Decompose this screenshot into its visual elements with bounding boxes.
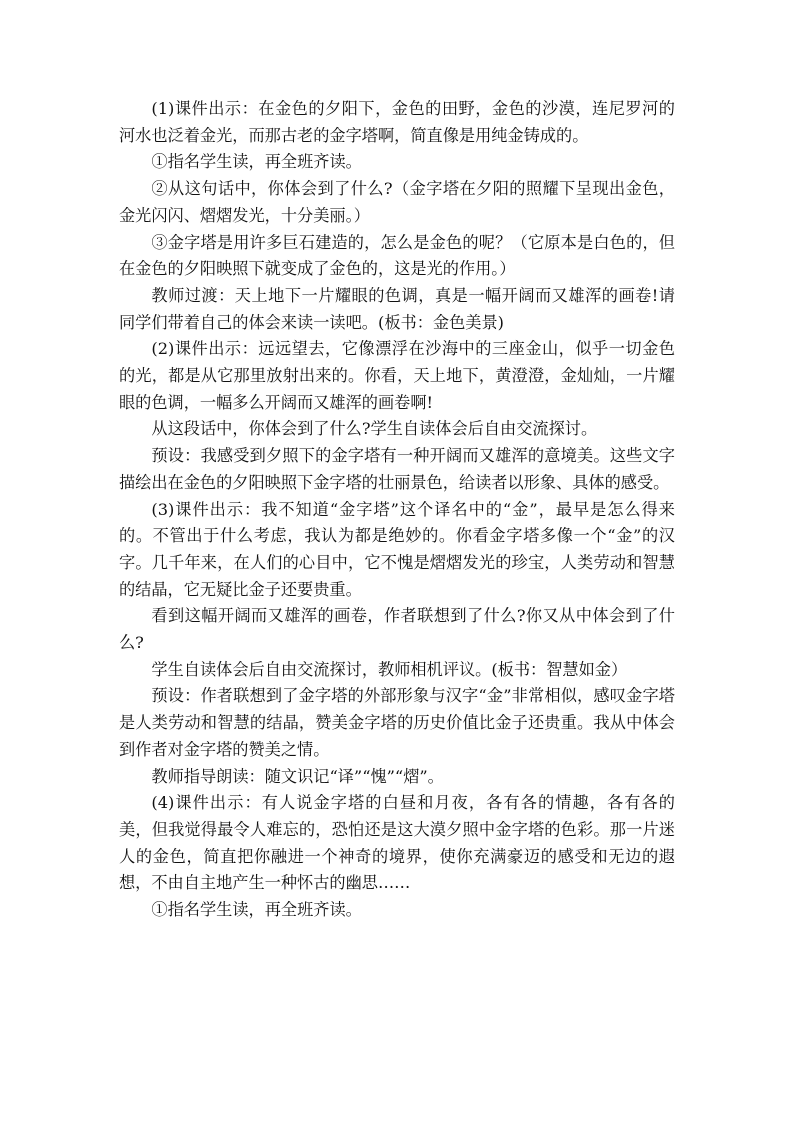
- paragraph-preset-1: 预设：我感受到夕照下的金字塔有一种开阔而又雄浑的意境美。这些文字描绘出在金色的夕阳映照下金字塔的壮丽景色，给读者以形象、具体的感受。: [119, 446, 675, 492]
- paragraph-discussion-3: 学生自读体会后自由交流探讨，教师相机评议。(板书：智慧如金）: [151, 659, 628, 679]
- paragraph-reading-guide: 教师指导朗读：随文识记“译”“愧”“熠”。: [151, 766, 444, 786]
- paragraph-discussion-2: 看到这幅开阔而又雄浑的画卷，作者联想到了什么?你又从中体会到了什么?: [119, 606, 675, 653]
- paragraph-courseware-2: (2)课件出示：远远望去，它像漂浮在沙海中的三座金山，似乎一切金色的光，都是从它那里放射出来的。你看，天上地下，黄澄澄，金灿灿，一片耀眼的色调，一幅多么开阔而又雄浑的画卷啊!: [119, 339, 675, 412]
- paragraph-courseware-3: (3)课件出示：我不知道“金字塔”这个译名中的“金”，最早是怎么得来的。不管出于什么考虑，我认为都是绝妙的。你看金字塔多像一个“金”的汉字。几千年来，在人们的心目中，它不愧是熠熠发光的珍宝，人类劳动和智慧的结晶，它无疑比金子还要贵重。: [119, 499, 675, 599]
- paragraph-courseware-4: (4)课件出示：有人说金字塔的白昼和月夜，各有各的情趣，各有各的美，但我觉得最令人难忘的，恐怕还是这大漠夕照中金字塔的色彩。那一片迷人的金色，简直把你融进一个神奇的境界，使你充满豪迈的感受和无边的遐想，不由自主地产生一种怀古的幽思……: [119, 793, 675, 893]
- paragraph-preset-2: 预设：作者联想到了金字塔的外部形象与汉字“金”非常相似，感叹金字塔是人类劳动和智慧的结晶，赞美金字塔的历史价值比金子还贵重。我从中体会到作者对金字塔的赞美之情。: [119, 686, 675, 759]
- paragraph-courseware-1: (1)课件出示：在金色的夕阳下，金色的田野，金色的沙漠，连尼罗河的河水也泛着金光，而那古老的金字塔啊，简直像是用纯金铸成的。: [119, 99, 675, 145]
- paragraph-discussion-1: 从这段话中，你体会到了什么?学生自读体会后自由交流探讨。: [151, 419, 598, 439]
- paragraph-teacher-transition: 教师过渡：天上地下一片耀眼的色调，真是一幅开阔而又雄浑的画卷!请同学们带着自己的体会来读一读吧。(板书：金色美景): [119, 285, 675, 332]
- paragraph-step-question-2: ③金字塔是用许多巨石建造的，怎么是金色的呢？（它原本是白色的，但在金色的夕阳映照下就变成了金色的，这是光的作用。）: [119, 232, 675, 279]
- paragraph-step-read-1: ①指名学生读，再全班齐读。: [151, 152, 362, 172]
- paragraph-step-read-2: ①指名学生读，再全班齐读。: [151, 900, 362, 920]
- paragraph-step-question-1: ②从这句话中，你体会到了什么?（金字塔在夕阳的照耀下呈现出金色，金光闪闪、熠熠发光，十分美丽。）: [119, 179, 675, 225]
- document-body: [119, 96, 675, 924]
